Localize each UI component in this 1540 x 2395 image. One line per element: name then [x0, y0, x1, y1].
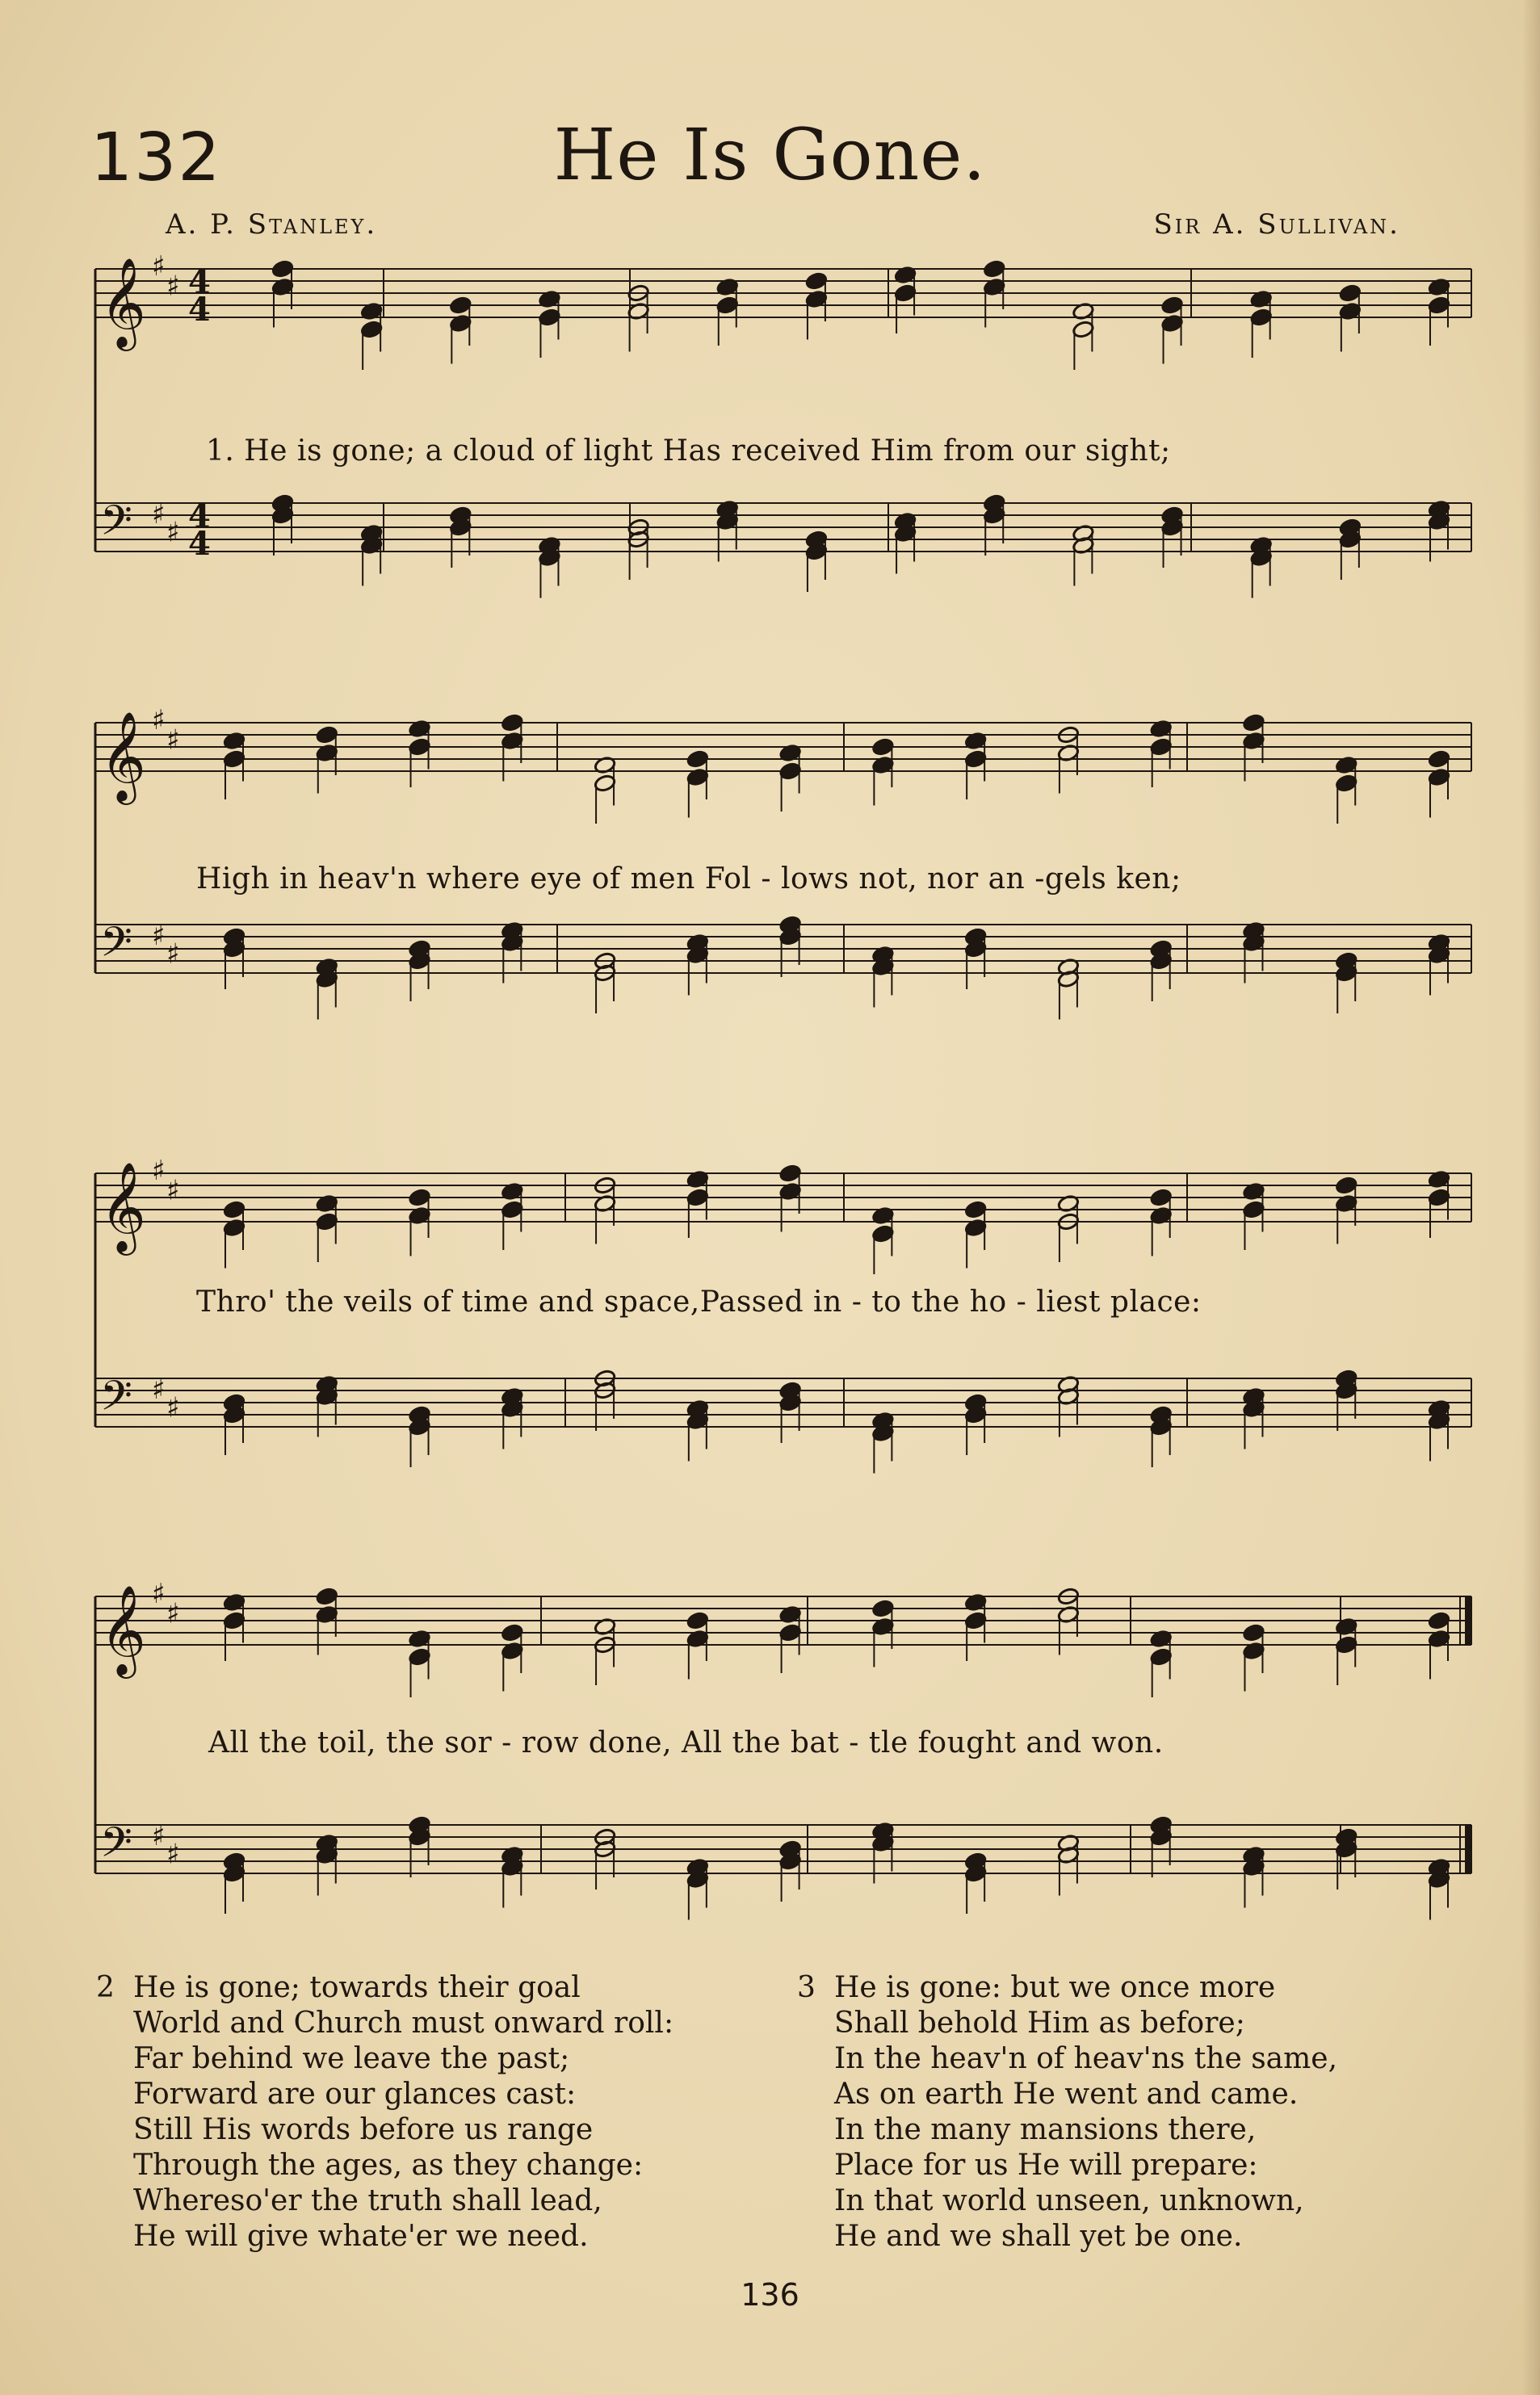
- notehead: [779, 1164, 802, 1182]
- notehead: [360, 320, 383, 338]
- sharp-icon: ♯: [166, 1174, 180, 1207]
- notehead: [964, 749, 987, 768]
- bass-clef-icon: 𝄢: [100, 1371, 132, 1430]
- notehead: [316, 725, 338, 744]
- sharp-icon: ♯: [152, 1155, 166, 1187]
- notehead: [894, 283, 917, 302]
- author-credit: A. P. Stanley.: [166, 208, 378, 241]
- hymn-number: 132: [90, 120, 222, 196]
- notehead: [1428, 1188, 1450, 1206]
- sharp-icon: ♯: [152, 250, 166, 283]
- notehead: [501, 1623, 523, 1642]
- composer-credit: Sir A. Sullivan.: [1153, 208, 1400, 241]
- notehead: [1150, 1647, 1173, 1666]
- notehead: [871, 1599, 894, 1617]
- final-bar-thick: [1465, 1825, 1471, 1873]
- sharp-icon: ♯: [166, 516, 180, 549]
- verse-number: 3: [797, 1971, 816, 2004]
- verse-2: [96, 1970, 674, 2254]
- notehead: [538, 308, 560, 326]
- notehead: [871, 737, 894, 756]
- lyric-line-1: 1. He is gone; a cloud of light Has received Him from our sight;: [206, 434, 1171, 468]
- notehead: [271, 259, 294, 278]
- notehead: [686, 1611, 709, 1630]
- sharp-icon: ♯: [166, 270, 180, 303]
- notehead: [1428, 749, 1450, 768]
- notehead: [1150, 1188, 1173, 1206]
- time-signature-top: 4: [188, 263, 211, 301]
- notehead: [1339, 283, 1362, 302]
- notehead: [223, 1200, 245, 1218]
- sharp-icon: ♯: [152, 498, 166, 531]
- sharp-icon: ♯: [152, 920, 166, 952]
- notehead: [1150, 737, 1173, 756]
- notehead: [1072, 320, 1094, 338]
- verse-line: He and we shall yet be one.: [834, 2220, 1243, 2253]
- time-signature-top: 4: [188, 497, 211, 535]
- verse-line: Still His words before us range: [133, 2113, 594, 2146]
- verse-number: 2: [96, 1971, 115, 2004]
- treble-clef-icon: 𝄞: [100, 257, 146, 347]
- notehead: [686, 749, 709, 768]
- verse-3: [797, 1970, 1338, 2254]
- verse-line: Through the ages, as they change:: [133, 2149, 644, 2182]
- verse-line: He is gone: but we once more: [834, 1971, 1276, 2004]
- lyric-line-4: All the toil, the sor - row done, All the bat - tle fought and won.: [208, 1726, 1164, 1760]
- notehead: [1242, 1623, 1265, 1642]
- notehead: [964, 1611, 987, 1630]
- page-number: 136: [741, 2277, 799, 2313]
- treble-clef-icon: 𝄞: [100, 1584, 146, 1675]
- notehead: [1242, 713, 1265, 732]
- notehead: [1335, 1176, 1357, 1194]
- notehead: [779, 1623, 802, 1642]
- notehead: [501, 1200, 523, 1218]
- verse-line: Shall behold Him as before;: [834, 2007, 1245, 2040]
- notehead: [1161, 296, 1184, 314]
- hymn-title: He Is Gone.: [553, 113, 987, 196]
- notehead: [1242, 1200, 1265, 1218]
- notehead: [316, 1587, 338, 1605]
- treble-clef-icon: 𝄞: [100, 711, 146, 801]
- notehead: [805, 271, 828, 290]
- notehead: [1335, 774, 1357, 792]
- notehead: [983, 259, 1005, 278]
- notehead: [716, 296, 739, 314]
- verse-line: In that world unseen, unknown,: [834, 2184, 1304, 2217]
- notehead: [501, 713, 523, 732]
- notehead: [223, 1611, 245, 1630]
- sharp-icon: ♯: [166, 1597, 180, 1630]
- sharp-icon: ♯: [152, 1820, 166, 1852]
- bass-clef-icon: 𝄢: [100, 1818, 132, 1877]
- treble-clef-icon: 𝄞: [100, 1161, 146, 1252]
- notehead: [871, 1224, 894, 1243]
- verse-line: He will give whate'er we need.: [133, 2220, 589, 2253]
- sharp-icon: ♯: [152, 704, 166, 736]
- notehead: [964, 1200, 987, 1218]
- bass-clef-icon: 𝄢: [100, 496, 132, 555]
- notehead: [1428, 1611, 1450, 1630]
- sharp-icon: ♯: [166, 1838, 180, 1871]
- sharp-icon: ♯: [166, 937, 180, 971]
- notehead: [1250, 308, 1273, 326]
- notehead: [223, 749, 245, 768]
- notehead: [409, 1647, 431, 1666]
- verse-line: Far behind we leave the past;: [133, 2042, 570, 2075]
- verse-line: Forward are our glances cast:: [133, 2078, 577, 2111]
- notehead: [1428, 296, 1450, 314]
- sharp-icon: ♯: [152, 1374, 166, 1406]
- notehead: [316, 1212, 338, 1231]
- notehead: [409, 1188, 431, 1206]
- final-bar-thick: [1465, 1596, 1471, 1645]
- verse-line: He is gone; towards their goal: [133, 1971, 581, 2004]
- verse-line: Place for us He will prepare:: [834, 2149, 1258, 2182]
- verse-line: As on earth He went and came.: [834, 2078, 1299, 2111]
- time-signature-bottom: 4: [188, 291, 211, 329]
- verse-line: World and Church must onward roll:: [133, 2007, 674, 2040]
- notehead: [779, 761, 802, 780]
- sharp-icon: ♯: [166, 724, 180, 757]
- notehead: [594, 774, 616, 792]
- notehead: [409, 737, 431, 756]
- notehead: [449, 296, 472, 314]
- lyric-line-2: High in heav'n where eye of men Fol - lows not, nor an -gels ken;: [196, 862, 1181, 896]
- lyric-line-3: Thro' the veils of time and space,Passed in - to the ho - liest place:: [196, 1286, 1202, 1319]
- notehead: [1335, 1635, 1357, 1654]
- notehead: [686, 1188, 709, 1206]
- verse-line: Whereso'er the truth shall lead,: [133, 2184, 602, 2217]
- bass-clef-icon: 𝄢: [100, 917, 132, 976]
- verse-line: In the many mansions there,: [834, 2113, 1257, 2146]
- verse-line: In the heav'n of heav'ns the same,: [834, 2042, 1338, 2075]
- time-signature-bottom: 4: [188, 525, 211, 563]
- sharp-icon: ♯: [152, 1578, 166, 1610]
- sharp-icon: ♯: [166, 1391, 180, 1424]
